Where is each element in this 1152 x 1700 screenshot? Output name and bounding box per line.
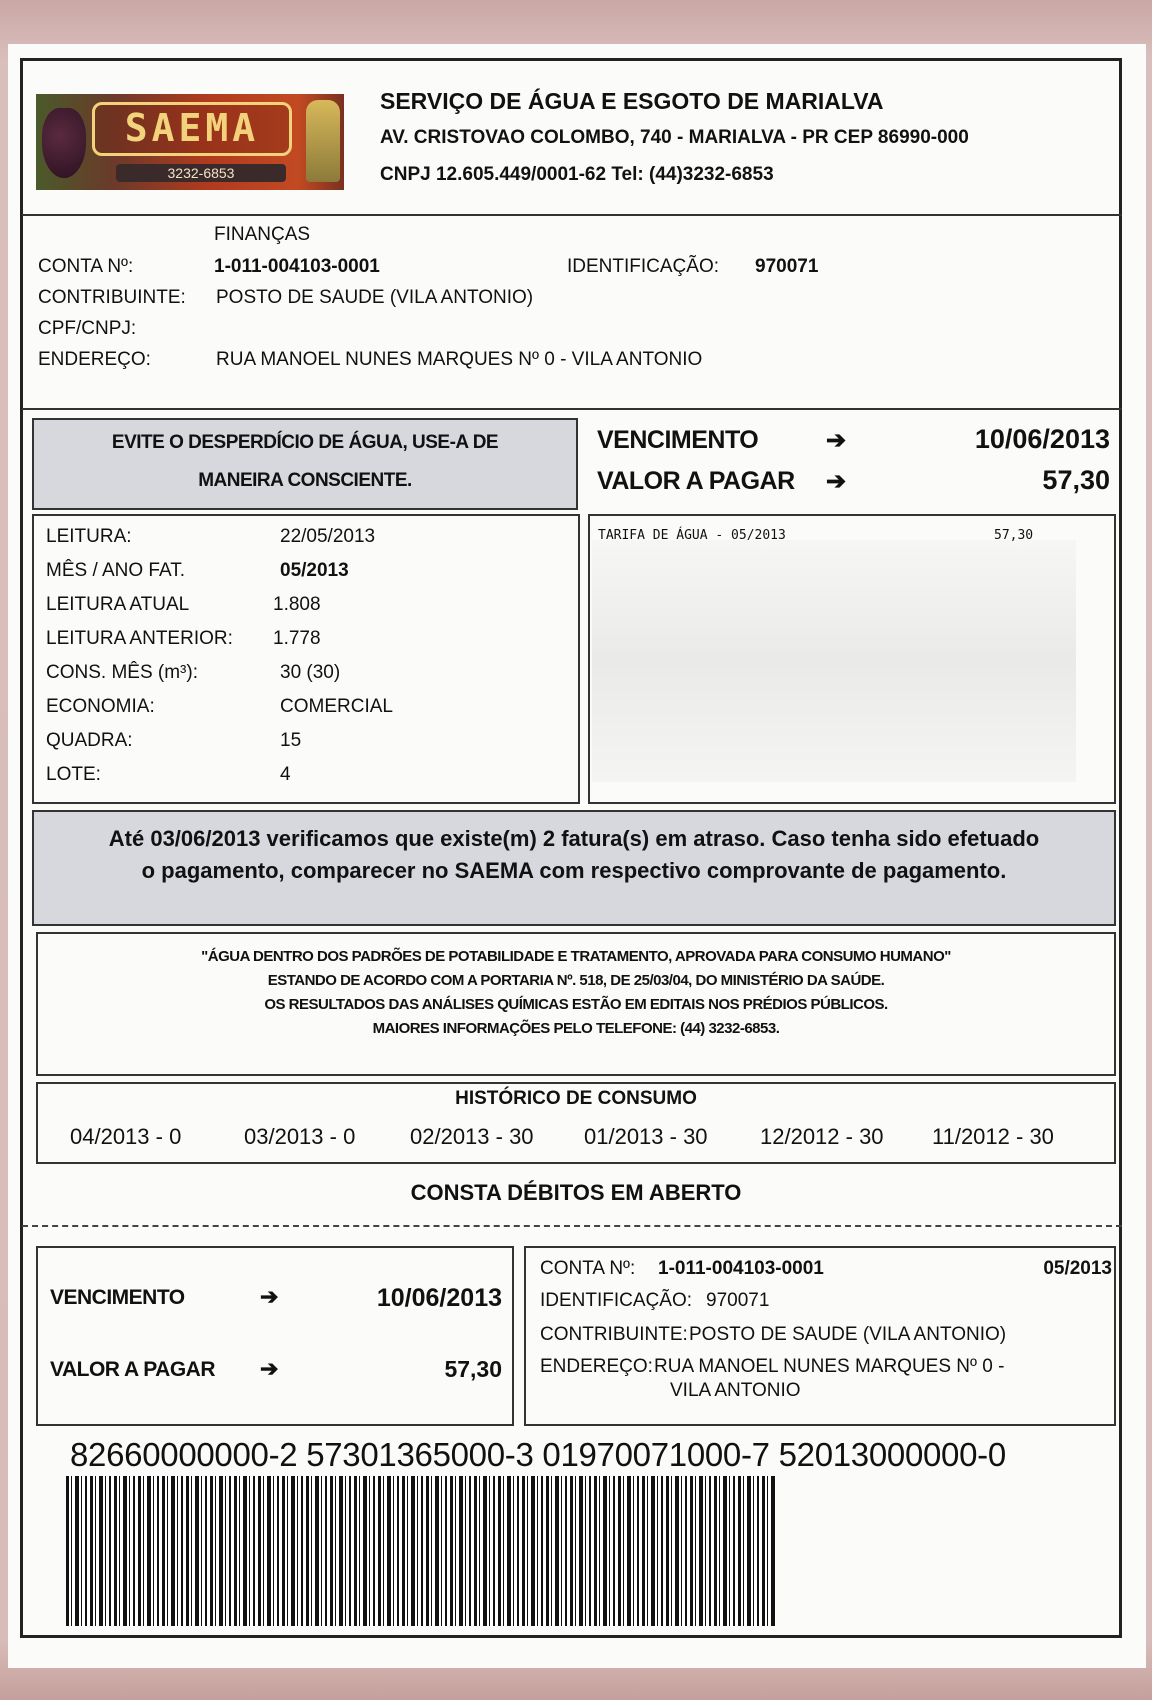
charge-item-label: TARIFA DE ÁGUA - 05/2013 [598,528,786,543]
reading-label: MÊS / ANO FAT. [46,560,186,581]
reading-value: 1.808 [273,594,321,615]
stub-conta-label: CONTA Nº: [540,1258,636,1279]
endereco-value: RUA MANOEL NUNES MARQUES Nº 0 - VILA ANTONIO [216,349,703,370]
stub-endereco-value-2: VILA ANTONIO [670,1380,801,1401]
logo-wordmark: SAEMA [92,102,292,156]
stub-ident-value: 970071 [706,1290,770,1311]
reading-value: 05/2013 [280,560,349,581]
reading-label: LOTE: [46,764,101,785]
reading-value: 15 [280,730,302,751]
water-saving-notice [32,418,578,510]
arrears-notice [32,810,1116,926]
history-item: 03/2013 - 0 [244,1124,356,1149]
reading-value: 4 [280,764,291,785]
valor-value: 57,30 [1042,465,1110,495]
arrow-icon: ➔ [260,1284,279,1309]
contribuinte-label: CONTRIBUINTE: [38,287,186,308]
stub-valor-label: VALOR A PAGAR [50,1358,215,1381]
org-cnpj-phone: CNPJ 12.605.449/0001-62 Tel: (44)3232-6853 [380,164,774,185]
arrow-icon: ➔ [826,427,847,454]
stub-valor-value: 57,30 [444,1356,502,1382]
ident-label: IDENTIFICAÇÃO: [567,256,720,277]
department-label: FINANÇAS [214,224,311,245]
reading-value: 30 (30) [280,662,341,683]
arrow-icon: ➔ [260,1356,279,1381]
arrears-line-2: o pagamento, comparecer no SAEMA com respectivo comprovante de pagamento. [141,858,1007,883]
reading-label: QUADRA: [46,730,133,751]
quality-line-3: OS RESULTADOS DAS ANÁLISES QUÍMICAS ESTÃO EM EDITAIS NOS PRÉDIOS PÚBLICOS. [264,996,888,1013]
reading-box [32,514,580,804]
reading-label: LEITURA ANTERIOR: [46,628,233,649]
cpf-label: CPF/CNPJ: [38,318,137,339]
reading-value: COMERCIAL [280,696,393,717]
history-item: 01/2013 - 30 [584,1124,708,1149]
consumption-history [36,1082,1116,1164]
stub-account-box [524,1246,1116,1426]
valor-label: VALOR A PAGAR [597,467,795,495]
faucet-icon [306,100,340,182]
open-debts-title: CONSTA DÉBITOS EM ABERTO [410,1180,742,1205]
reading-label: LEITURA ATUAL [46,594,190,615]
quality-notice [36,932,1116,1076]
divider [22,214,1122,216]
stub-contribuinte-value: POSTO DE SAUDE (VILA ANTONIO) [689,1324,1007,1345]
history-item: 12/2012 - 30 [760,1124,884,1149]
stub-due-box [36,1246,514,1426]
history-title: HISTÓRICO DE CONSUMO [455,1088,697,1109]
quality-line-1: "ÁGUA DENTRO DOS PADRÕES DE POTABILIDADE E TRATAMENTO, APROVADA PARA CONSUMO HUMANO" [201,948,951,965]
reading-label: LEITURA: [46,526,132,547]
reading-label: ECONOMIA: [46,696,155,717]
org-address: AV. CRISTOVAO COLOMBO, 740 - MARIALVA - PR CEP 86990-000 [380,127,969,148]
conta-label: CONTA Nº: [38,256,134,277]
saema-logo [36,94,344,190]
arrears-line-1: Até 03/06/2013 verificamos que existe(m) 2 fatura(s) em atraso. Caso tenha sido efetuado [108,826,1040,851]
reading-value: 1.778 [273,628,321,649]
notice-line-1: EVITE O DESPERDÍCIO DE ÁGUA, USE-A DE [111,432,499,453]
stub-reference: 05/2013 [1043,1258,1112,1279]
logo-phone: 3232-6853 [116,164,286,182]
history-item: 11/2012 - 30 [932,1124,1054,1149]
ident-value: 970071 [755,256,819,277]
endereco-label: ENDEREÇO: [38,349,151,370]
stub-contribuinte-label: CONTRIBUINTE: [540,1324,688,1345]
stub-vencimento-label: VENCIMENTO [50,1286,185,1309]
vencimento-label: VENCIMENTO [597,426,759,454]
charge-item-value: 57,30 [994,528,1034,543]
tear-line [22,1225,1122,1227]
grapes-icon [42,108,86,178]
arrow-icon: ➔ [826,468,847,495]
conta-value: 1-011-004103-0001 [214,256,380,277]
stub-endereco-label: ENDEREÇO: [540,1356,653,1377]
stub-vencimento-value: 10/06/2013 [376,1284,502,1312]
vencimento-value: 10/06/2013 [974,424,1110,454]
org-name: SERVIÇO DE ÁGUA E ESGOTO DE MARIALVA [380,88,884,114]
stub-ident-label: IDENTIFICAÇÃO: [540,1290,693,1311]
divider [22,408,1122,410]
stub-conta-value: 1-011-004103-0001 [658,1258,824,1279]
reading-label: CONS. MÊS (m³): [46,662,198,683]
contribuinte-value: POSTO DE SAUDE (VILA ANTONIO) [216,287,534,308]
quality-line-4: MAIORES INFORMAÇÕES PELO TELEFONE: (44) 3232-6853. [372,1020,780,1037]
reading-value: 22/05/2013 [280,526,376,547]
notice-line-2: MANEIRA CONSCIENTE. [198,470,412,491]
faucet-watermark-image [592,540,1076,782]
barcode-digits: 82660000000-2 57301365000-3 01970071000-7 52013000000-0 [70,1436,1006,1473]
history-item: 02/2013 - 30 [410,1124,534,1149]
payment-barcode [66,1476,776,1626]
history-item: 04/2013 - 0 [70,1124,182,1149]
quality-line-2: ESTANDO DE ACORDO COM A PORTARIA Nº. 518, DE 25/03/04, DO MINISTÉRIO DA SAÚDE. [267,972,885,989]
stub-endereco-value: RUA MANOEL NUNES MARQUES Nº 0 - [654,1356,1005,1377]
